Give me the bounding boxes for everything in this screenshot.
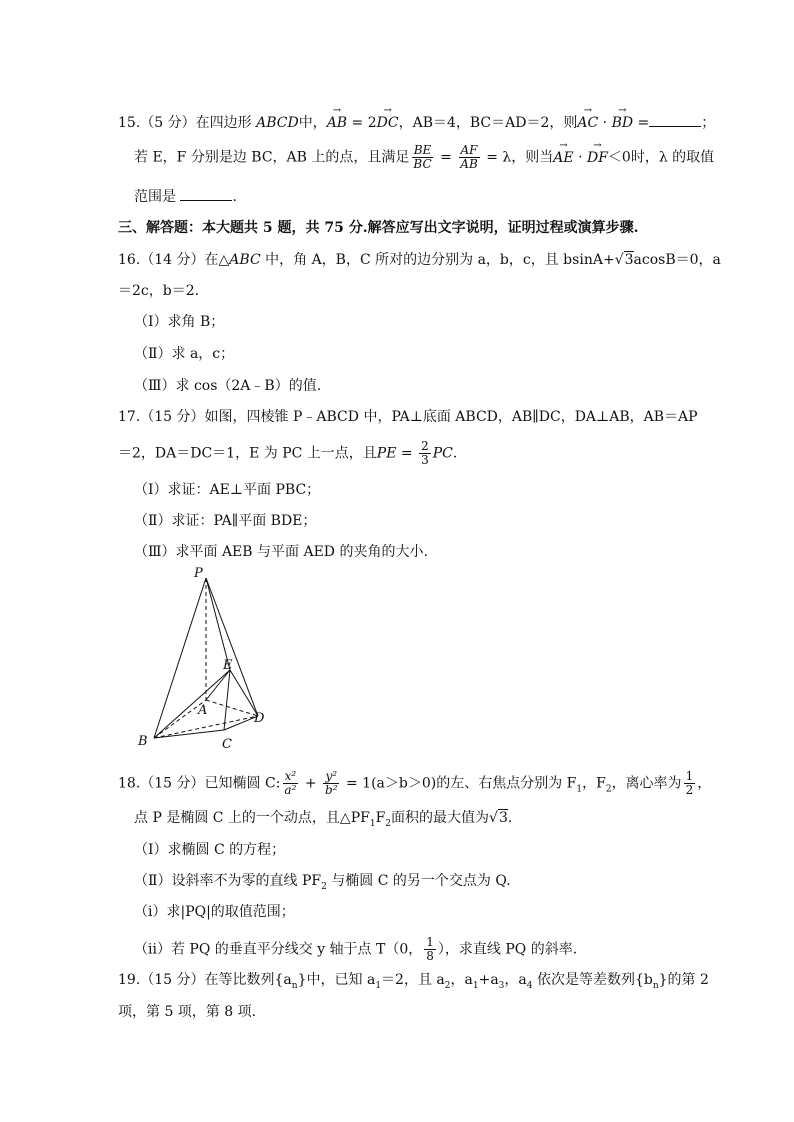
- label-P: P: [194, 566, 203, 581]
- section-heading: 三、解答题：本大题共 5 题，共 75 分.解答应写出文字说明，证明过程或演算步骤.: [118, 220, 639, 236]
- q17-part-3: （Ⅲ）求平面 AEB 与平面 AED 的夹角的大小.: [134, 544, 428, 560]
- q15-line-1: 15.（5 分）在四边形 ABCD中，→ AB = 2→ DC，AB＝4，BC＝AD＝2，则→ AC · → BD = ；: [118, 112, 715, 133]
- label-D: D: [254, 711, 265, 726]
- q18-part-4: （ⅱ）若 PQ 的垂直平分线交 y 轴于点 T（0， $\frac{1}{8}$ ），求直线 PQ 的斜率.: [134, 935, 578, 963]
- q17-part-1: （Ⅰ）求证：AE⊥平面 PBC；: [134, 482, 321, 498]
- q17-part-2: （Ⅱ）求证：PA∥平面 BDE；: [134, 513, 317, 529]
- q17-line-1: 17.（15 分）如图，四棱锥 P﹣ABCD 中，PA⊥底面 ABCD，AB∥DC，DA⊥AB，AB＝AP: [118, 409, 698, 425]
- q18-part-2: （Ⅱ）设斜率不为零的直线 $PF_2$ 与椭圆 C 的另一个交点为 Q.: [134, 873, 511, 892]
- q15-line-2: 若 E，F 分别是边 BC，AB 上的点，且满足 $\frac{BE}{BC}$ = $\frac{AF}{AB}$ = λ，则当→ AE · → DF＜0时，λ 的取值: [134, 144, 714, 171]
- q16-part-1: （Ⅰ）求角 B；: [134, 314, 225, 330]
- q18-line-1: 18.（15 分）已知椭圆 C: $\frac{\text{x²}}{\text{a²}}$ + $\frac{\text{y²}}{\text{b²}}$ = 1(a＞b＞0)的左、右焦点分别为 $F_1$，$F_2$，离心率为 $\frac{1}{2}$ ，: [118, 769, 712, 797]
- pyramid-figure: [136, 564, 276, 754]
- q16-part-3: （Ⅲ）求 cos（2A﹣B）的值.: [134, 378, 322, 394]
- q15-line-3: 范围是 .: [134, 186, 237, 207]
- q19-line-2: 项，第 5 项，第 8 项.: [118, 1004, 257, 1020]
- label-C: C: [222, 737, 232, 752]
- q16-line-1: 16.（14 分）在△ABC 中，角 A，B，C 所对的边分别为 a，b，c，且 bsinA+√3acosB＝0，a: [118, 252, 721, 268]
- label-A: A: [198, 703, 208, 718]
- q18-part-1: （Ⅰ）求椭圆 C 的方程；: [134, 842, 286, 858]
- label-B: B: [138, 734, 148, 749]
- answer-blank: [649, 112, 701, 127]
- label-E: E: [223, 658, 233, 673]
- q19-line-1: 19.（15 分）在等比数列$\{a_n\}$中，已知 $a_1=2$，且 $a_2$，$a_1+a_3$，$a_4$ 依次是等差数列$\{b_n\}$的第 2: [118, 972, 709, 991]
- q18-line-2: 点 P 是椭圆 C 上的一个动点，且$\triangle PF_1F_2$面积的最大值为√3.: [134, 810, 513, 829]
- q16-part-2: （Ⅱ）求 a，c；: [134, 346, 235, 362]
- q16-line-2: ＝2c，b＝2.: [118, 283, 200, 299]
- q17-line-2: ＝2，DA＝DC＝1，E 为 PC 上一点，且PE = $\frac{2}{3}$ PC.: [118, 439, 458, 467]
- answer-blank: [180, 186, 232, 201]
- q18-part-3: （ⅰ）求|PQ|的取值范围；: [134, 904, 295, 920]
